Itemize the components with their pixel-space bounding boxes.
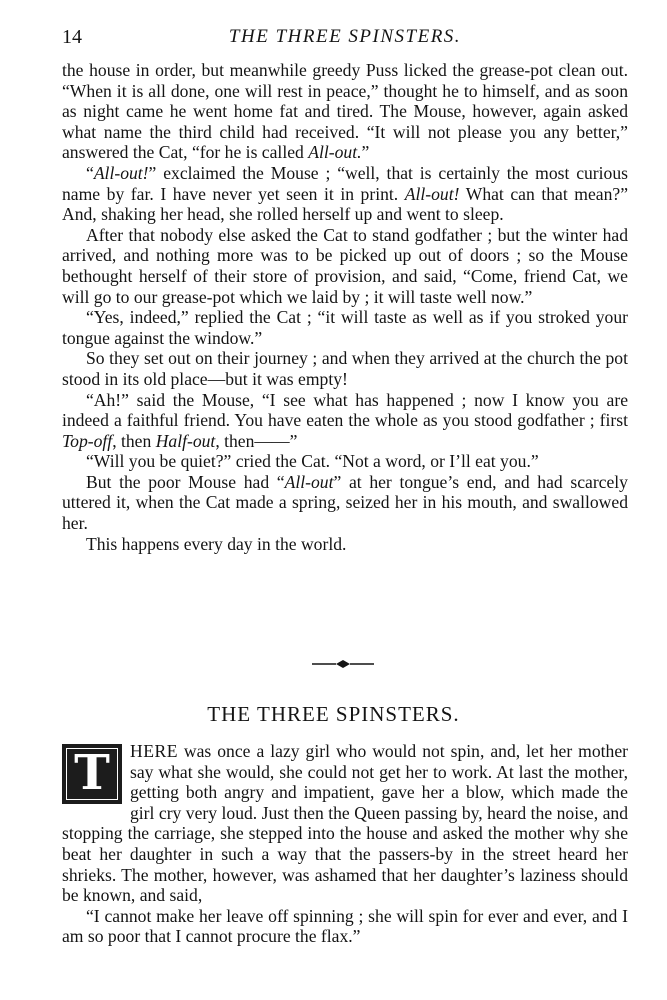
text-run: “Yes, indeed,” replied the Cat ; “it will taste as well as if you stroked your tongue against the window.”	[62, 307, 628, 348]
previous-story-ending	[62, 60, 628, 554]
decorated-initial: T	[62, 744, 122, 804]
section-divider-ornament	[310, 654, 376, 674]
opening-word-rest: HERE	[130, 741, 178, 761]
text-run: But the poor Mouse had “	[86, 471, 285, 492]
page-header	[62, 22, 628, 50]
opening-paragraph	[62, 741, 628, 906]
italic-name: Half-out	[155, 430, 216, 451]
text-run: , then——”	[215, 430, 298, 451]
running-title: THE THREE SPINSTERS.	[228, 26, 462, 47]
paragraph	[62, 451, 628, 472]
italic-name: All-out.	[308, 142, 362, 163]
italic-name: All-out!	[93, 162, 149, 183]
text-run: ” exclaimed the Mouse ; “well, that is certainly the most curious name by far. I have never yet seen it in print.	[62, 162, 628, 204]
paragraph	[62, 60, 628, 163]
opening-paragraph-text: was once a lazy girl who would not spin, and, let her mother say what she would, she could not get her to work. At last the mother, getting both angry and impatient, gave her a blow, which made the girl cry very loud. Just then the Queen passing by, heard the noise, and stopping the carriage, she stepped into the house and asked the mother why she beat her daughter in such a way that the passers-by in the street heard her shrieks. The mother, however, was ashamed that her daughter’s laziness should be known, and said,	[62, 741, 628, 906]
paragraph: “I cannot make her leave off spinning ; she will spin for ever and ever, and I am so poor that I cannot procure the flax.”	[62, 905, 628, 947]
new-story-text	[62, 741, 628, 947]
text-run: What can that mean?” And, shaking her head, she rolled herself up and went to sleep.	[62, 183, 629, 225]
italic-name: All-out	[284, 471, 334, 492]
paragraph	[62, 307, 628, 348]
text-run: ”	[361, 142, 370, 163]
text-run: After that nobody else asked the Cat to stand godfather ; but the winter had arrived, and nothing more was to be picked up out of doors ; so the Mouse bethought herself of their store of provision, and said, “Come, friend Cat, we will go to our grease-pot which we laid by ; it will taste well now.”	[62, 224, 628, 307]
italic-name: All-out!	[404, 183, 460, 204]
paragraph	[62, 348, 628, 389]
text-run: the house in order, but meanwhile greedy Puss licked the grease-pot clean out. “When it is all done, one will rest in peace,” thought he to himself, and as soon as night came he went home fat and tired. The Mouse, however, again asked what name the third child had received. “It will not please you any better,” answered the Cat, “for he is called	[62, 60, 628, 163]
text-run: This happens every day in the world.	[86, 533, 347, 554]
story-title: THE THREE SPINSTERS.	[207, 702, 460, 726]
text-run: ” at her tongue’s end, and had scarcely uttered it, when the Cat made a spring, seized her in his mouth, and swallowed her.	[62, 471, 628, 534]
paragraph	[62, 225, 628, 307]
page-number: 14	[62, 26, 82, 48]
paragraph	[62, 390, 628, 452]
paragraph	[62, 163, 628, 225]
text-run: “Ah!” said the Mouse, “I see what has happened ; now I know you are indeed a faithful friend. You have eaten the whole as you stood godfather ; first	[62, 389, 628, 431]
paragraph	[62, 534, 628, 555]
text-run: “	[86, 162, 94, 183]
text-run: , then	[112, 430, 156, 451]
italic-name: Top-off	[62, 430, 113, 451]
text-run: “Will you be quiet?” cried the Cat. “Not a word, or I’ll eat you.”	[86, 451, 539, 472]
text-run: So they set out on their journey ; and when they arrived at the church the pot stood in its old place—but it was empty!	[62, 348, 628, 389]
paragraph	[62, 472, 628, 534]
